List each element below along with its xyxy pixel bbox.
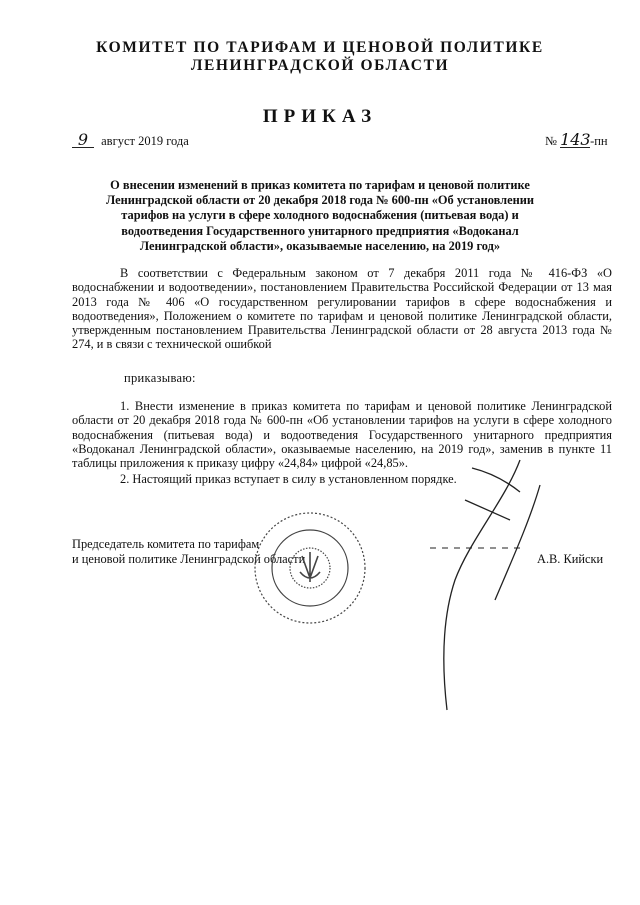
signatory-name: А.В. Кийски [537, 552, 604, 566]
position-line1: Председатель комитета по тарифам [72, 537, 260, 551]
item-2-paragraph: 2. Настоящий приказ вступает в силу в установленном порядке. [120, 472, 457, 486]
handwritten-signature [444, 460, 540, 710]
preamble-paragraph: В соответствии с Федеральным законом от 7 декабря 2011 года № 416-ФЗ «О водоснабжении и водоотведении», постановлением Правительства Российской Федерации от 13 мая 2013 года № 406 «О государственном регулировании тарифов в сфере водоснабжения и водоотведения», Положением о комитете по тарифам и ценовой политике Ленинградской области, утвержденным постановлением Правительства Ленинградской области от 28 августа 2013 года № 274, и в связи с технической ошибкой [72, 266, 612, 352]
organization-name-line2: ЛЕНИНГРАДСКОЙ ОБЛАСТИ [190, 57, 450, 74]
position-line2: и ценовой политике Ленинградской области [72, 551, 306, 566]
number-suffix: -пн [590, 134, 608, 148]
document-subject: О внесении изменений в приказ комитета по тарифам и ценовой политике Ленинградской области от 20 декабря 2018 года № 600-пн «Об установлении тарифов на услуги в сфере холодного водоснабжения (питьевая вода) и водоотведения Государственного унитарного предприятия «Водоканал Ленинградской области», оказываемые населению, на 2019 год» [105, 178, 535, 253]
number-prefix: № [545, 134, 557, 148]
item-1-paragraph: 1. Внести изменение в приказ комитета по тарифам и ценовой политике Ленинградской области от 20 декабря 2018 года № 600-пн «Об установлении тарифов на услуги в сфере холодного водоснабжения (питьевая вода) и водоотведения Государственного унитарного предприятия «Водоканал Ленинградской области», оказываемые населению, на 2019 год», заменив в пункте 11 таблицы приложения к приказу цифру «24,84» цифрой «24,85». [72, 399, 612, 471]
document-type-title: ПРИКАЗ [262, 106, 378, 127]
date-month-year: август 2019 года [101, 134, 189, 148]
official-seal [255, 513, 365, 623]
number-handwritten: 143 [560, 130, 591, 149]
date-day-handwritten: 9 [72, 133, 94, 148]
decree-word: приказываю: [124, 371, 196, 385]
organization-name-line1: КОМИТЕТ ПО ТАРИФАМ И ЦЕНОВОЙ ПОЛИТИКЕ [96, 39, 544, 56]
